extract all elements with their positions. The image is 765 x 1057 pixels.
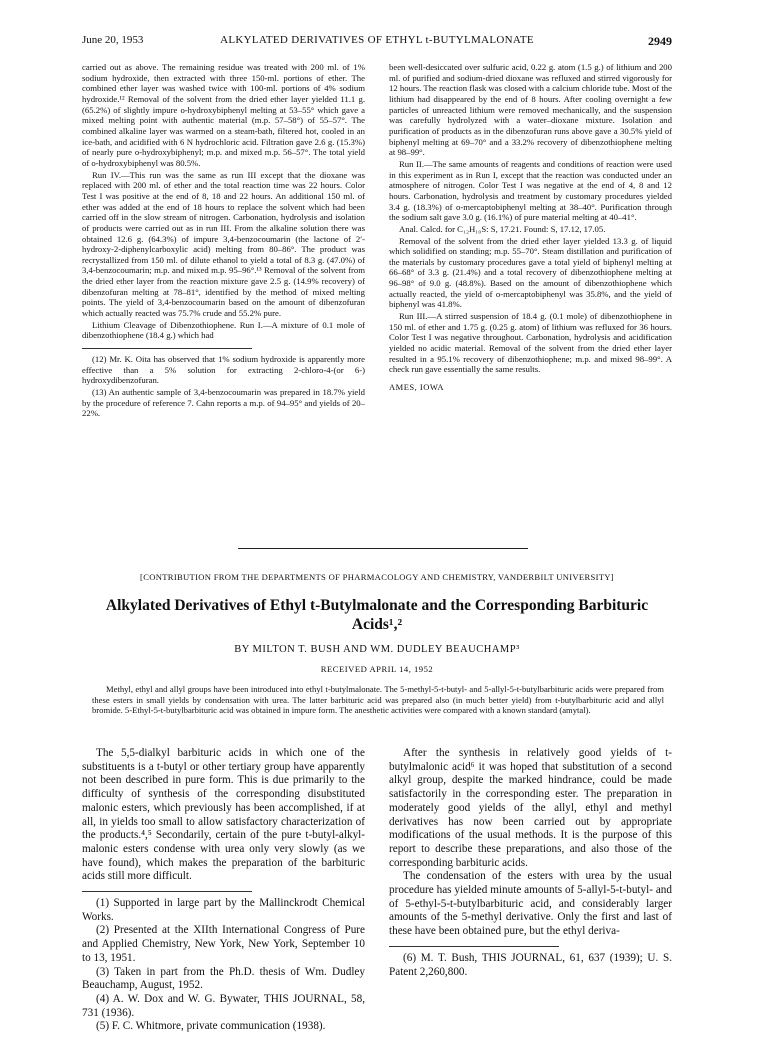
footnote: (4) A. W. Dox and W. G. Bywater, THIS JOURNAL, 58, 731 (1936).	[82, 992, 365, 1019]
body-paragraph: Run III.—A stirred suspension of 18.4 g. (0.1 mole) of dibenzothiophene in 150 ml. of ether and 1.75 g. (0.25 g. atom) of lithium was refluxed for 36 hours. Color Test I was negative throughout. Carbonation, hydrolysis and acidification yielded no acidic material. Removal of the solvent from the dried ether layer resulted in a 95.1% recovery of dibenzothiophene; m.p. and mixed 98–99°. A check run gave essentially the same results.	[389, 311, 672, 375]
article-title: Alkylated Derivatives of Ethyl t-Butylmalonate and the Corresponding Barbituric Acids¹,²	[105, 597, 649, 633]
running-header	[82, 34, 672, 48]
footnote: (13) An authentic sample of 3,4-benzocoumarin was prepared in 18.7% yield by the procedure of reference 7. Cahn reports a m.p. of 94–95° and yields of 20–22%.	[82, 387, 365, 419]
bottom-left-column	[82, 747, 365, 1037]
place-line: AMES, IOWA	[389, 382, 445, 393]
received-date: RECEIVED APRIL 14, 1952	[320, 664, 434, 674]
footnote: (3) Taken in part from the Ph.D. thesis of Wm. Dudley Beauchamp, August, 1952.	[82, 965, 365, 992]
body-paragraph: Run II.—The same amounts of reagents and conditions of reaction were used in this experiment as in Run I, except that the reaction was conducted under an atmosphere of nitrogen. Color Test I was negative at the end of 4, 8 and 12 hours. Carbonation, hydrolysis and treatment by customary procedures yielded 3.4 g. (18.3%) of o-mercaptobiphenyl melting at 38–40°. Purification through the sodium salt gave 3.0 g. (16.1%) of pure material melting at 40–41°.	[389, 158, 672, 223]
body-paragraph: carried out as above. The remaining residue was treated with 200 ml. of 1% sodium hydroxide, then extracted with three 150-ml. portions of ether. The combined ether layer was washed twice with 100-ml. portions of 4% sodium hydroxide.¹² Removal of the solvent from the dried ether layer yielded 11.1 g. (65.2%) of slightly impure o-hydroxybiphenyl melting at 53–55° which gave a mixed melting point with authentic material (m.p. 57–58°) of 55–57°. The combined alkaline layer was warmed on a steam-bath, filtered hot, cooled in an ice-bath, and acidified with 6 N hydrochloric acid. Filtration gave 2.6 g. (15.3%) of nearly pure o-hydroxybiphenyl; m.p. and mixed m.p. 56–57°. The total yield of o-hydroxybiphenyl was 80.5%.	[82, 62, 365, 168]
body-paragraph: Run IV.—This run was the same as run III except that the dioxane was replaced with 200 ml. of ether and the total reaction time was 22 hours. Color Test I was positive at the end of 8, 18 and 22 hours. An additional 150 ml. of ether was added at the end of 18 hours to replace the solvent which had been carried off in the slow stream of nitrogen. Carbonation, hydrolysis and isolation of products were carried out as in run III. From the alkaline solution there was obtained 12.6 g. (64.3%) of impure 3,4-benzocoumarin (the lactone of 2′-hydroxy-2-diphenylcarboxylic acid) melting from 80–86°. The product was recrystallized from 150 ml. of dilute ethanol to yield a total of 8.3 g. (47.0%) of 3,4-benzocoumarin; m.p. and mixed m.p. 95–96°.¹³ Removal of the solvent from the dried ether layer from the reaction mixture gave 2.5 g. (14.9% recovery) of dibenzofuran melting at 78–81°, identified by the method of mixed melting points. The yield of 3,4-benzocoumarin based on the amount of dibenzofuran which actually reacted was 75.7% crude and 55.2% pure.	[82, 169, 365, 319]
body-paragraph: Removal of the solvent from the dried ether layer yielded 13.3 g. of liquid which solidified on standing; m.p. 55–70°. Steam distillation and purification of the materials by customary procedures gave a total yield of biphenyl melting at 66–68° of 3.3 g. (21.4%) and a total recovery of dibenzothiophene melting at 96–98° of 9.0 g. (48.8%). Based on the amount of dibenzothiophene which actually reacted, the yield of o-mercaptobiphenyl was 35.8%, and the yield of biphenyl was 41.8%.	[389, 235, 672, 310]
body-paragraph: The 5,5-dialkyl barbituric acids in which one of the substituents is a t-butyl or other tertiary group have apparently not been described in pure form. This is due primarily to the difficulty of synthesis of the corresponding disubstituted malonic esters, which previously has been accomplished, if at all, in yields too small to allow satisfactory characterization of the products.⁴,⁵ Secondarily, certain of the pure t-butyl-alkyl-malonic esters condense with urea only very slowly (as we have found), which makes the preparation of the barbituric acids still more difficult.	[82, 747, 365, 883]
footnote: (5) F. C. Whitmore, private communication (1938).	[96, 1020, 326, 1033]
footnote: (1) Supported in large part by the Mallinckrodt Chemical Works.	[82, 897, 365, 923]
header-date: June 20, 1953	[82, 34, 144, 46]
contribution-line: [CONTRIBUTION FROM THE DEPARTMENTS OF PHARMACOLOGY AND CHEMISTRY, VANDERBILT UNIVERSITY]	[140, 572, 614, 582]
body-paragraph: Anal. Calcd. for C₁₂H₁₀S: S, 17.21. Found: S, 17.12, 17.05.	[399, 223, 606, 234]
abstract: Methyl, ethyl and allyl groups have been introduced into ethyl t-butylmalonate. The 5-methyl-5-t-butyl- and 5-allyl-5-t-butylbarbituric acids were prepared from these esters in small yields by condensation with urea. The latter barbituric acid was prepared also (in much better yield) from t-butylbarbituric acid and allyl bromide. 5-Ethyl-5-t-butylbarbituric acid was obtained in impure form. The anesthetic activities were compared with a known standard (amytal).	[92, 684, 664, 716]
section-divider	[238, 548, 528, 549]
body-paragraph: After the synthesis in relatively good yields of t-butylmalonic acid⁶ it was hoped that substitution of a second alkyl group, despite the marked hindrance, could be made satisfactorily in the corresponding ester. The preparation in moderately good yields of the allyl, ethyl and methyl derivatives has now been carried out by appropriate modifications of the usual methods. It is the purpose of this report to describe these preparations, and also those of the corresponding barbituric acids.	[389, 747, 672, 869]
footnote: (2) Presented at the XIIth International Congress of Pure and Applied Chemistry, New York, New York, September 10 to 13, 1951.	[82, 924, 365, 964]
body-paragraph: Lithium Cleavage of Dibenzothiophene. Run I.—A mixture of 0.1 mole of dibenzothiophene (18.4 g.) which had	[82, 319, 365, 341]
header-running-title: ALKYLATED DERIVATIVES OF ETHYL t-BUTYLMALONATE	[220, 34, 534, 46]
footnote-divider	[82, 348, 252, 349]
footnote: (12) Mr. K. Oita has observed that 1% sodium hydroxide is apparently more effective than a 5% solution for extracting 2-chloro-4-(or 6-) hydroxydibenzofuran.	[82, 354, 365, 386]
author-byline: BY MILTON T. BUSH AND WM. DUDLEY BEAUCHAMP³	[234, 644, 520, 655]
top-right-column	[389, 62, 672, 534]
body-paragraph: been well-desiccated over sulfuric acid, 0.22 g. atom (1.5 g.) of lithium and 200 ml. of purified and sodium-dried dioxane was refluxed and stirred vigorously for 12 hours. The reaction flask was closed with a calcium chloride tube. Most of the lithium had disappeared by the end of 8 hours. After cooling overnight a few particles of unreacted lithium were removed mechanically, and the suspension was carefully hydrolyzed with a water–dioxane mixture. Isolation and purification of products as in the dibenzofuran runs above gave a 30.5% yield of biphenyl melting at 69–70° and a 33.2% recovery of dibenzothiophene melting at 98–99°.	[389, 62, 672, 158]
bottom-right-column	[389, 747, 672, 1037]
body-paragraph: The condensation of the esters with urea by the usual procedure has yielded minute amounts of 5-allyl-5-t-butyl- and of 5-ethyl-5-t-butylbarbituric acid, and considerably larger amounts of the 5-methyl derivative. Only the first and last of these have been obtained pure, but the ethyl deriva-	[389, 870, 672, 938]
footnote: (6) M. T. Bush, THIS JOURNAL, 61, 637 (1939); U. S. Patent 2,260,800.	[389, 951, 672, 978]
top-left-column	[82, 62, 365, 534]
footnote-divider	[82, 891, 252, 892]
footnote-divider	[389, 946, 559, 947]
header-page-number: 2949	[648, 34, 672, 48]
